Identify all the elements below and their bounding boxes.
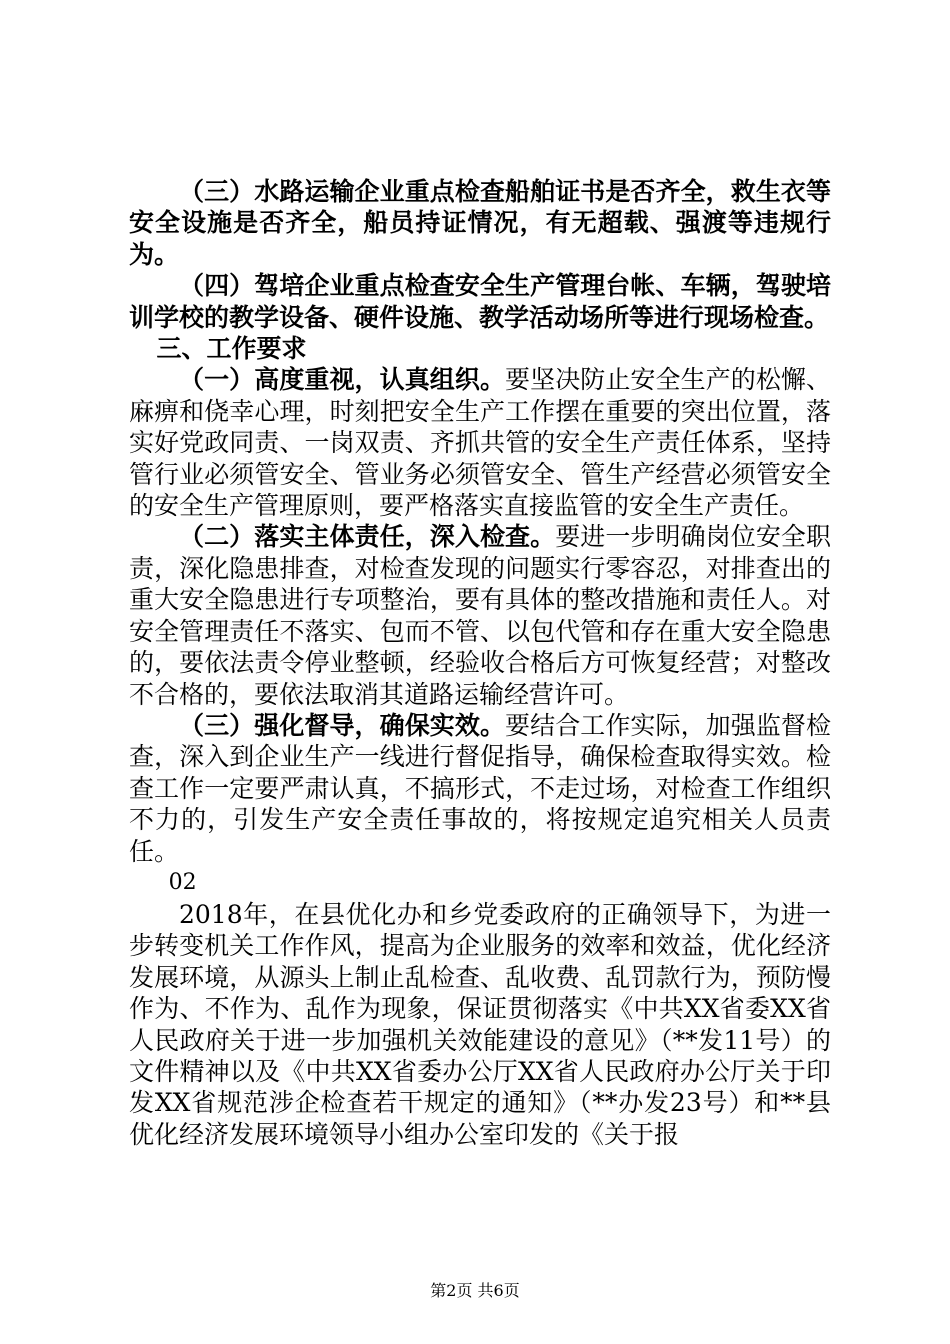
section-heading-text: 三、工作要求 xyxy=(156,334,307,364)
paragraph-lead: （一）高度重视，认真组织。 xyxy=(179,365,506,395)
page-footer xyxy=(0,1281,950,1301)
paragraph-text: （三）水路运输企业重点检查船舶证书是否齐全，救生衣等安全设施是否齐全，船员持证情况，有无超载、强渡等违规行为。 xyxy=(129,177,831,269)
paragraph-closing: 2018年，在县优化办和乡党委政府的正确领导下，为进一步转变机关工作作风，提高为企业服务的效率和效益，优化经济发展环境，从源头上制止乱检查、乱收费、乱罚款行为，预防慢作为、不作为、乱作为现象，保证贯彻落实《中共XX省委XX省人民政府关于进一步加强机关效能建设的意见》（**发11号）的文件精神以及《中共XX省委办公厅XX省人民政府办公厅关于印发XX省规范涉企检查若干规定的通知》（**办发23号）和**县优化经济发展环境领导小组办公室印发的《关于报 xyxy=(129,899,831,1149)
document-body xyxy=(129,176,831,1150)
paragraph-text: 要进一步明确岗位安全职责，深化隐患排查，对检查发现的问题实行零容忍，对排查出的重大安全隐患进行专项整治，要有具体的整改措施和责任人。对安全管理责任不落实、包而不管、以包代管和存在重大安全隐患的，要依法责令停业整顿，经验收合格后方可恢复经营；对整改不合格的，要依法取消其道路运输经营许可。 xyxy=(129,522,831,709)
paragraph-requirement-2 xyxy=(129,521,831,709)
paragraph-water-transport xyxy=(129,176,831,270)
section-separator: 02 xyxy=(168,869,197,895)
paragraph-text: 要坚决防止安全生产的松懈、麻痹和侥幸心理，时刻把安全生产工作摆在重要的突出位置，落实好党政同责、一岗双责、齐抓共管的安全生产责任体系，坚持管行业必须管安全、管业务必须管安全、管生产经营必须管安全的安全生产管理原则，要严格落实直接监管的安全生产责任。 xyxy=(129,365,831,521)
paragraph-lead: （三）强化督导，确保实效。 xyxy=(179,710,506,740)
paragraph-text: 要结合工作实际，加强监督检查，深入到企业生产一线进行督促指导，确保检查取得实效。检查工作一定要严肃认真，不搞形式，不走过场，对检查工作组织不力的，引发生产安全责任事故的，将按规定追究相关人员责任。 xyxy=(129,710,831,866)
paragraph-requirement-1 xyxy=(129,364,831,521)
section-heading-work-requirements xyxy=(129,333,831,364)
page-indicator: 第2页 共6页 xyxy=(430,1281,520,1300)
paragraph-driver-training xyxy=(129,270,831,333)
paragraph-lead: （二）落实主体责任，深入检查。 xyxy=(179,522,556,552)
paragraph-text: （四）驾培企业重点检查安全生产管理台帐、车辆，驾驶培训学校的教学设备、硬件设施、教学活动场所等进行现场检查。 xyxy=(129,271,831,332)
paragraph-requirement-3 xyxy=(129,710,831,867)
